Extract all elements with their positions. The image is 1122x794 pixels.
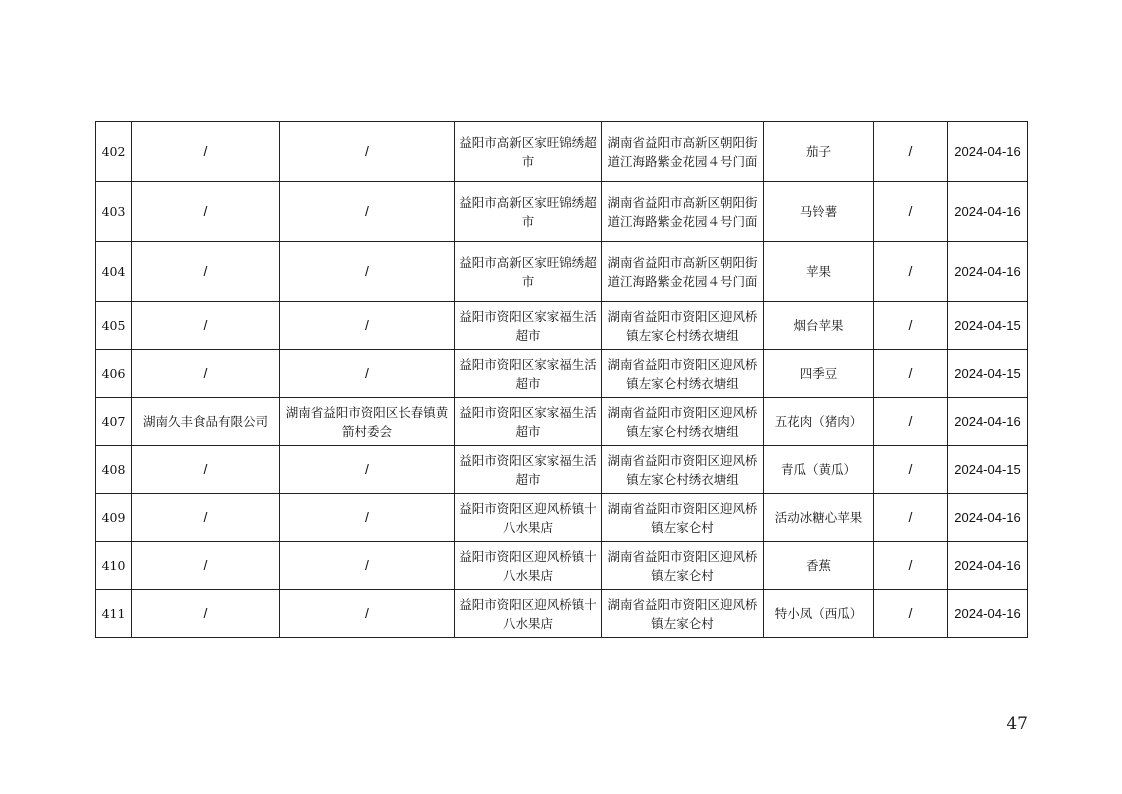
cell-producer: / [132, 242, 280, 302]
cell-spec: / [874, 494, 948, 542]
cell-seller-address: 湖南省益阳市资阳区迎风桥镇左家仑村 [602, 542, 764, 590]
cell-product: 茄子 [764, 122, 874, 182]
cell-product: 四季豆 [764, 350, 874, 398]
cell-producer-address: / [280, 494, 455, 542]
cell-date: 2024-04-16 [948, 494, 1028, 542]
cell-seller: 益阳市高新区家旺锦绣超市 [455, 122, 602, 182]
cell-seller-address: 湖南省益阳市资阳区迎风桥镇左家仑村 [602, 590, 764, 638]
cell-spec: / [874, 590, 948, 638]
cell-spec: / [874, 542, 948, 590]
cell-product: 马铃薯 [764, 182, 874, 242]
cell-product: 烟台苹果 [764, 302, 874, 350]
table-row [96, 350, 1028, 398]
cell-number: 404 [96, 242, 132, 302]
cell-producer: 湖南久丰食品有限公司 [132, 398, 280, 446]
cell-spec: / [874, 302, 948, 350]
cell-product: 苹果 [764, 242, 874, 302]
cell-number: 406 [96, 350, 132, 398]
cell-seller-address: 湖南省益阳市高新区朝阳街道江海路紫金花园４号门面 [602, 122, 764, 182]
cell-spec: / [874, 182, 948, 242]
cell-producer-address: 湖南省益阳市资阳区长春镇黄箭村委会 [280, 398, 455, 446]
table-row [96, 182, 1028, 242]
cell-producer-address: / [280, 122, 455, 182]
cell-date: 2024-04-16 [948, 122, 1028, 182]
cell-seller: 益阳市资阳区迎风桥镇十八水果店 [455, 494, 602, 542]
cell-producer: / [132, 122, 280, 182]
cell-producer: / [132, 350, 280, 398]
cell-spec: / [874, 446, 948, 494]
cell-producer-address: / [280, 242, 455, 302]
cell-date: 2024-04-15 [948, 446, 1028, 494]
cell-seller: 益阳市高新区家旺锦绣超市 [455, 242, 602, 302]
cell-producer-address: / [280, 182, 455, 242]
cell-product: 五花肉（猪肉） [764, 398, 874, 446]
table-row [96, 122, 1028, 182]
table-row [96, 494, 1028, 542]
cell-producer: / [132, 494, 280, 542]
cell-date: 2024-04-16 [948, 590, 1028, 638]
cell-number: 411 [96, 590, 132, 638]
cell-number: 407 [96, 398, 132, 446]
cell-date: 2024-04-16 [948, 182, 1028, 242]
table-row [96, 242, 1028, 302]
cell-number: 402 [96, 122, 132, 182]
table-row [96, 446, 1028, 494]
cell-producer: / [132, 542, 280, 590]
table-body [96, 122, 1028, 638]
cell-seller-address: 湖南省益阳市高新区朝阳街道江海路紫金花园４号门面 [602, 182, 764, 242]
cell-product: 特小凤（西瓜） [764, 590, 874, 638]
cell-producer-address: / [280, 350, 455, 398]
table-row [96, 590, 1028, 638]
cell-seller-address: 湖南省益阳市资阳区迎风桥镇左家仑村绣衣塘组 [602, 446, 764, 494]
cell-seller: 益阳市资阳区迎风桥镇十八水果店 [455, 590, 602, 638]
cell-seller: 益阳市资阳区家家福生活超市 [455, 446, 602, 494]
cell-spec: / [874, 398, 948, 446]
cell-seller: 益阳市资阳区家家福生活超市 [455, 350, 602, 398]
table-row [96, 398, 1028, 446]
cell-number: 405 [96, 302, 132, 350]
cell-producer: / [132, 182, 280, 242]
cell-date: 2024-04-16 [948, 242, 1028, 302]
cell-seller: 益阳市高新区家旺锦绣超市 [455, 182, 602, 242]
page-number: 47 [1006, 714, 1028, 734]
cell-spec: / [874, 122, 948, 182]
sampling-results-table [95, 121, 1028, 638]
table-row [96, 302, 1028, 350]
cell-seller-address: 湖南省益阳市资阳区迎风桥镇左家仑村 [602, 494, 764, 542]
cell-seller-address: 湖南省益阳市资阳区迎风桥镇左家仑村绣衣塘组 [602, 398, 764, 446]
cell-spec: / [874, 242, 948, 302]
cell-number: 408 [96, 446, 132, 494]
cell-date: 2024-04-15 [948, 350, 1028, 398]
cell-number: 410 [96, 542, 132, 590]
cell-date: 2024-04-16 [948, 398, 1028, 446]
cell-seller: 益阳市资阳区迎风桥镇十八水果店 [455, 542, 602, 590]
cell-spec: / [874, 350, 948, 398]
cell-producer-address: / [280, 542, 455, 590]
cell-product: 香蕉 [764, 542, 874, 590]
cell-producer-address: / [280, 590, 455, 638]
cell-producer-address: / [280, 302, 455, 350]
cell-producer: / [132, 446, 280, 494]
cell-product: 活动冰糖心苹果 [764, 494, 874, 542]
cell-number: 403 [96, 182, 132, 242]
cell-product: 青瓜（黄瓜） [764, 446, 874, 494]
cell-date: 2024-04-15 [948, 302, 1028, 350]
cell-date: 2024-04-16 [948, 542, 1028, 590]
cell-producer: / [132, 590, 280, 638]
table-row [96, 542, 1028, 590]
cell-seller-address: 湖南省益阳市高新区朝阳街道江海路紫金花园４号门面 [602, 242, 764, 302]
cell-producer-address: / [280, 446, 455, 494]
cell-seller: 益阳市资阳区家家福生活超市 [455, 398, 602, 446]
cell-producer: / [132, 302, 280, 350]
cell-number: 409 [96, 494, 132, 542]
cell-seller-address: 湖南省益阳市资阳区迎风桥镇左家仑村绣衣塘组 [602, 350, 764, 398]
cell-seller-address: 湖南省益阳市资阳区迎风桥镇左家仑村绣衣塘组 [602, 302, 764, 350]
cell-seller: 益阳市资阳区家家福生活超市 [455, 302, 602, 350]
